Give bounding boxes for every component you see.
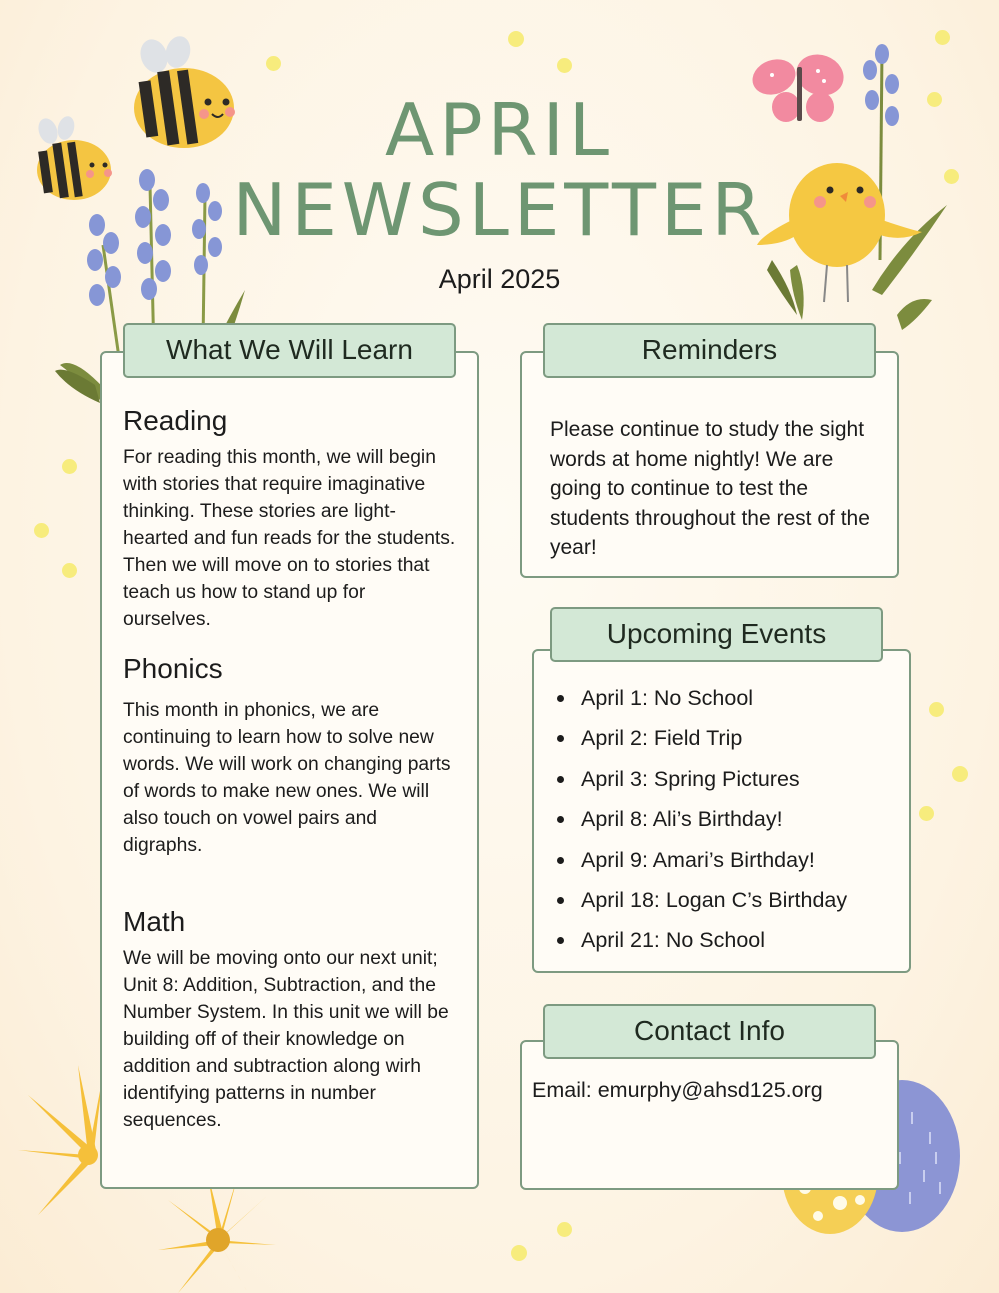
bullet-icon bbox=[557, 937, 564, 944]
event-text: April 18: Logan C’s Birthday bbox=[581, 887, 848, 912]
decor-dot bbox=[511, 1245, 527, 1261]
reminders-heading: Reminders bbox=[543, 323, 876, 378]
decor-dot bbox=[919, 806, 934, 821]
reading-body: For reading this month, we will begin with stories that require imaginative thinking. These stories are light-hearted and fun reads for the students. Then we will move on to stories that teach us how to stand up for ourselves. bbox=[123, 447, 456, 630]
reminders-body: Please continue to study the sight words at home nightly! We are going to continue to test the students throughout the rest of the year! bbox=[550, 418, 870, 559]
event-item bbox=[557, 844, 847, 884]
events-list bbox=[557, 682, 847, 965]
reading-title: Reading bbox=[123, 405, 228, 436]
contact-heading: Contact Info bbox=[543, 1004, 876, 1059]
event-text: April 9: Amari’s Birthday! bbox=[581, 847, 815, 872]
newsletter-title-line1: APRIL bbox=[384, 88, 615, 172]
event-text: April 1: No School bbox=[581, 686, 754, 710]
event-text: April 2: Field Trip bbox=[581, 726, 743, 751]
event-item bbox=[557, 682, 847, 722]
bullet-icon bbox=[557, 735, 564, 742]
decor-dot bbox=[34, 523, 49, 538]
decor-dot bbox=[929, 702, 944, 717]
decor-dot bbox=[557, 1222, 572, 1237]
decor-dot bbox=[266, 56, 281, 71]
event-item bbox=[557, 722, 847, 762]
event-text: April 21: No School bbox=[581, 928, 766, 953]
newsletter-date: April 2025 bbox=[438, 264, 561, 294]
events-heading: Upcoming Events bbox=[550, 607, 883, 662]
bullet-icon bbox=[557, 695, 564, 702]
event-item bbox=[557, 924, 847, 964]
learn-card-heading: What We Will Learn bbox=[123, 323, 456, 378]
decor-dot bbox=[952, 766, 968, 782]
contact-card bbox=[520, 1040, 899, 1190]
decor-dot bbox=[557, 58, 572, 73]
event-text: April 8: Ali’s Birthday! bbox=[581, 807, 783, 832]
event-text: April 3: Spring Pictures bbox=[581, 766, 800, 791]
phonics-title: Phonics bbox=[123, 653, 223, 684]
bullet-icon bbox=[557, 897, 564, 904]
decor-dot bbox=[62, 563, 77, 578]
phonics-body: This month in phonics, we are continuing to learn how to solve new words. We will work on changing parts of words to make new ones. We will also touch on vowel pairs and digraphs. bbox=[123, 700, 451, 856]
decor-dot bbox=[508, 31, 524, 47]
newsletter-title-line2: NEWSLETTER bbox=[232, 168, 767, 252]
decor-dot bbox=[62, 459, 77, 474]
math-title: Math bbox=[123, 906, 186, 937]
bullet-icon bbox=[557, 816, 564, 823]
event-item bbox=[557, 803, 847, 843]
contact-email[interactable]: Email: emurphy@ahsd125.org bbox=[532, 1078, 823, 1102]
bullet-icon bbox=[557, 857, 564, 864]
event-item bbox=[557, 763, 847, 803]
bullet-icon bbox=[557, 776, 564, 783]
math-body: We will be moving onto our next unit; Unit 8: Addition, Subtraction, and the Number System. In this unit we will be building off of their knowledge on addition and subtraction along wirh identifying patterns in number sequences. bbox=[123, 948, 449, 1131]
event-item bbox=[557, 884, 847, 924]
